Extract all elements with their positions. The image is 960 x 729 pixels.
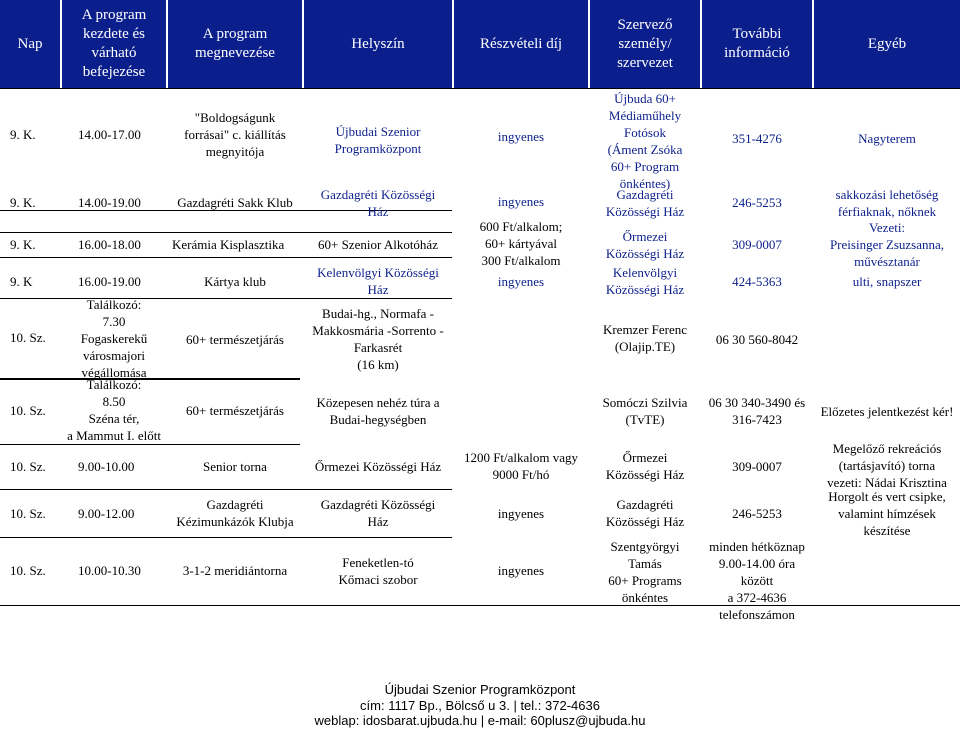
header-kezdete: A program kezdete és várható befejezése (62, 0, 166, 88)
footer-contact: weblap: idosbarat.ujbuda.hu | e-mail: 60plusz@ujbuda.hu (314, 713, 646, 728)
row4-egyeb: ulti, snapszer (852, 274, 922, 289)
row7-nev: Senior torna (203, 459, 267, 474)
row1-nap: 9. K. (10, 127, 36, 142)
row3-szervezo: Őrmezei Közösségi Ház (605, 229, 685, 261)
row2-szervezo: Gazdagréti Közösségi Ház (605, 187, 685, 219)
row8-helyszin: Gazdagréti Közösségi Ház (320, 497, 436, 529)
row3-dij: 600 Ft/alkalom; 60+ kártyával 300 Ft/alkalom (479, 219, 563, 268)
row7-helyszin: Őrmezei Közösségi Ház (314, 459, 442, 474)
row7-nap: 10. Sz. (10, 459, 46, 474)
row5-nap: 10. Sz. (10, 330, 46, 345)
row9-helyszin: Feneketlen-tó Kőmaci szobor (338, 555, 418, 587)
row9-nev: 3-1-2 meridiántorna (182, 563, 288, 578)
footer-organization: Újbudai Szenior Programközpont (384, 682, 576, 697)
row4-helyszin: Kelenvölgyi Közösségi Ház (317, 265, 439, 297)
divider-line (0, 257, 452, 258)
header-szervezo: Szervező személy/ szervezet (590, 0, 700, 88)
row2-ido: 14.00-19.00 (78, 195, 141, 210)
row7-ido: 9.00-10.00 (78, 459, 135, 474)
row7-dij: 1200 Ft/alkalom vagy 9000 Ft/hó (463, 450, 579, 482)
row6-nev: 60+ természetjárás (186, 403, 284, 418)
divider-line (0, 537, 452, 538)
row9-ido: 10.00-10.30 (78, 563, 141, 578)
row4-info: 424-5363 (732, 274, 782, 289)
row8-nap: 10. Sz. (10, 506, 46, 521)
row3-nap: 9. K. (10, 237, 36, 252)
row3-egyeb: Vezeti: Preisinger Zsuzsanna, művésztanár (829, 220, 945, 269)
row9-info: minden hétköznap 9.00-14.00 óra között a 372-4636 telefonszámon (709, 539, 805, 622)
row3-helyszin: 60+ Szenior Alkotóház (318, 237, 438, 252)
header-egyeb: Egyéb (814, 0, 960, 88)
row8-nev: Gazdagréti Kézimunkázók Klubja (176, 497, 294, 529)
row1-info: 351-4276 (732, 131, 782, 146)
row1-dij: ingyenes (497, 129, 545, 144)
footer-address: cím: 1117 Bp., Bölcső u 3. | tel.: 372-4636 (360, 698, 600, 713)
row6-info: 06 30 340-3490 és 316-7423 (708, 395, 806, 427)
row2-nap: 9. K. (10, 195, 36, 210)
row6-egyeb: Előzetes jelentkezést kér! (820, 404, 954, 419)
row8-ido: 9.00-12.00 (78, 506, 135, 521)
divider-line (0, 489, 452, 490)
divider-line (0, 444, 300, 445)
row1-nev: "Boldogságunk forrásai" c. kiállítás megnyitója (184, 110, 286, 159)
row2-dij: ingyenes (497, 194, 545, 209)
row8-dij: ingyenes (497, 506, 545, 521)
row2-egyeb: sakkozási lehetőség férfiaknak, nőknek (835, 187, 939, 219)
row6-szervezo: Somóczi Szilvia (TvTE) (602, 395, 688, 427)
row9-dij: ingyenes (497, 563, 545, 578)
row3-nev: Kerámia Kisplasztika (172, 237, 285, 252)
row4-ido: 16.00-19.00 (78, 274, 141, 289)
row8-szervezo: Gazdagréti Közösségi Ház (605, 497, 685, 529)
divider-line (0, 232, 452, 233)
row5-helyszin: Budai-hg., Normafa - Makkosmária -Sorrento - Farkasrét (16 km) (312, 306, 444, 372)
row1-egyeb: Nagyterem (858, 131, 916, 146)
row5-info: 06 30 560-8042 (715, 332, 799, 347)
header-megnevezese: A program megnevezése (168, 0, 302, 88)
row7-szervezo: Őrmezei Közösségi Ház (605, 450, 685, 482)
row6-helyszin: Közepesen nehéz túra a Budai-hegységben (316, 395, 440, 427)
row4-dij: ingyenes (497, 274, 545, 289)
row7-egyeb: Megelőző rekreációs (tartásjavító) torna vezeti: Nádai Krisztina (827, 441, 947, 490)
row4-nap: 9. K (10, 274, 33, 289)
row4-nev: Kártya klub (204, 274, 266, 289)
row4-szervezo: Kelenvölgyi Közösségi Ház (605, 265, 685, 297)
row3-ido: 16.00-18.00 (78, 237, 141, 252)
row8-info: 246-5253 (732, 506, 782, 521)
row5-nev: 60+ természetjárás (186, 332, 284, 347)
divider-line (0, 605, 960, 606)
divider-line (0, 88, 960, 89)
row6-ido: Találkozó: 8.50 Széna tér, a Mammut I. előtt (67, 377, 161, 443)
row7-info: 309-0007 (732, 459, 782, 474)
header-nap: Nap (0, 0, 60, 88)
header-tovabbi: További információ (702, 0, 812, 88)
row2-info: 246-5253 (732, 195, 782, 210)
row5-ido: Találkozó: 7.30 Fogaskerekű városmajori végállomása (80, 297, 148, 380)
row8-egyeb: Horgolt és vert csipke, valamint hímzések készítése (828, 489, 946, 538)
row9-szervezo: Szentgyörgyi Tamás 60+ Programs önkéntes (608, 539, 682, 605)
row9-nap: 10. Sz. (10, 563, 46, 578)
row3-info: 309-0007 (732, 237, 782, 252)
header-dij: Részvételi díj (454, 0, 588, 88)
row1-helyszin: Újbudai Szenior Programközpont (334, 124, 422, 156)
row1-szervezo: Újbuda 60+ Médiaműhely Fotósok (Áment Zsóka 60+ Program önkéntes) (607, 91, 683, 191)
row5-szervezo: Kremzer Ferenc (Olajip.TE) (602, 322, 688, 354)
row2-helyszin: Gazdagréti Közösségi Ház (320, 187, 436, 219)
header-helyszin: Helyszín (304, 0, 452, 88)
row2-nev: Gazdagréti Sakk Klub (177, 195, 293, 210)
row6-nap: 10. Sz. (10, 403, 46, 418)
row1-ido: 14.00-17.00 (78, 127, 141, 142)
